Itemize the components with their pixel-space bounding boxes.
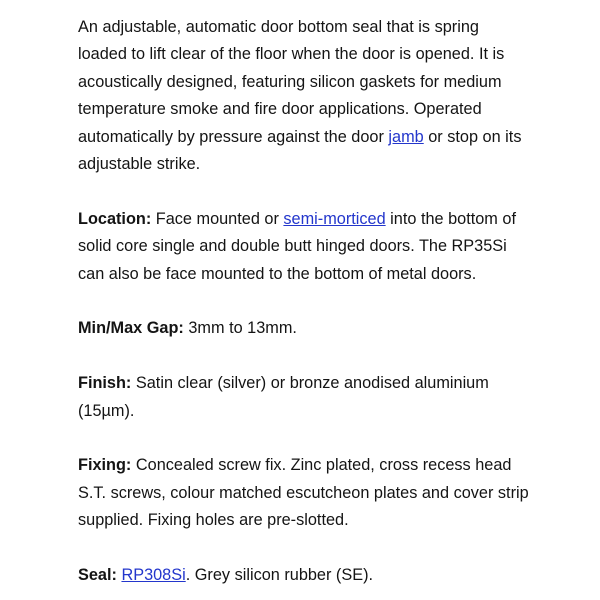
finish-paragraph xyxy=(78,370,532,425)
jamb-link[interactable]: jamb xyxy=(388,127,424,146)
min-max-gap-label: Min/Max Gap: xyxy=(78,319,184,338)
fixing-paragraph xyxy=(78,452,532,534)
location-text-after-link: into the bottom of solid core single and double butt hinged doors. The RP35Si can also be face mounted to the bottom of metal doors. xyxy=(78,209,516,283)
location-text-before-link: Face mounted or xyxy=(151,209,284,228)
intro-text-before-link: An adjustable, automatic door bottom seal that is spring loaded to lift clear of the floor when the door is opened. It is acoustically designed, featuring silicon gaskets for medium temperature smoke and fire door applications. Operated automatically by pressure against the door xyxy=(78,18,505,146)
min-max-gap-paragraph xyxy=(78,315,532,342)
finish-value: Satin clear (silver) or bronze anodised aluminium (15µm). xyxy=(78,374,489,420)
fixing-label: Fixing: xyxy=(78,456,132,475)
seal-paragraph xyxy=(78,562,532,589)
location-paragraph xyxy=(78,206,532,288)
rp308si-link[interactable]: RP308Si xyxy=(121,566,186,585)
location-label: Location: xyxy=(78,209,152,228)
min-max-gap-value: 3mm to 13mm. xyxy=(183,319,297,338)
finish-label: Finish: xyxy=(78,374,132,393)
seal-text-after-link: . Grey silicon rubber (SE). xyxy=(185,566,374,585)
intro-paragraph xyxy=(78,14,532,178)
fixing-value: Concealed screw fix. Zinc plated, cross recess head S.T. screws, colour matched escutcheon plates and cover strip supplied. Fixing holes are pre-slotted. xyxy=(78,456,529,530)
semi-morticed-link[interactable]: semi-morticed xyxy=(283,209,386,228)
seal-label: Seal: xyxy=(78,566,117,585)
intro-text-after-link: or stop on its adjustable strike. xyxy=(78,127,522,174)
